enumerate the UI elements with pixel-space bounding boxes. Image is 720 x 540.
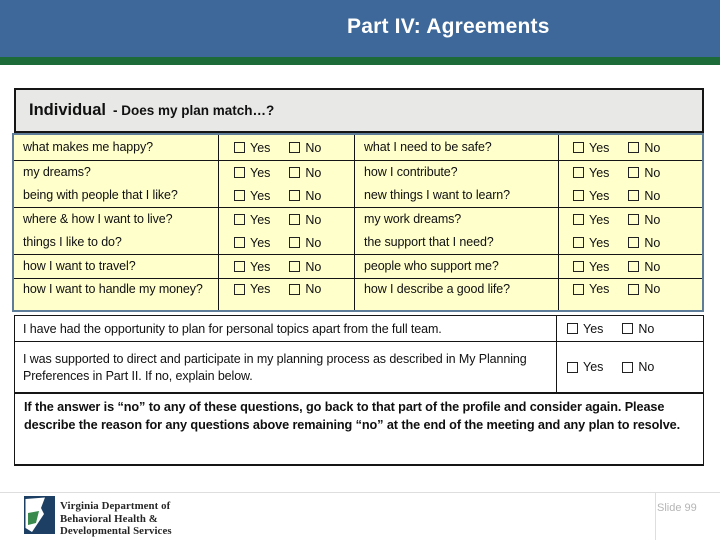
yes-label: Yes [250, 259, 271, 274]
yes-option [234, 236, 270, 250]
yes-label: Yes [250, 235, 271, 250]
no-checkbox[interactable] [628, 284, 639, 295]
no-label: No [644, 212, 661, 227]
yes-label: Yes [589, 235, 610, 250]
section-subtitle: - Does my plan match…? [113, 103, 275, 118]
no-checkbox[interactable] [622, 323, 633, 334]
answer-cell-right [558, 208, 702, 231]
no-option [289, 282, 321, 296]
agreement-row [14, 279, 702, 310]
footer-divider [0, 492, 720, 493]
no-label: No [305, 235, 322, 250]
question-left: how I want to travel? [23, 259, 136, 273]
agreement-row [14, 208, 702, 231]
no-checkbox[interactable] [628, 261, 639, 272]
statement-answer-cell [556, 316, 703, 341]
question-right: how I contribute? [364, 165, 458, 179]
org-name-line: Developmental Services [60, 525, 172, 537]
yes-checkbox[interactable] [573, 190, 584, 201]
no-checkbox[interactable] [628, 190, 639, 201]
no-label: No [305, 140, 322, 155]
question-left: what makes me happy? [23, 140, 154, 154]
no-option [289, 236, 321, 250]
answer-cell-left [218, 279, 354, 310]
no-option [289, 166, 321, 180]
org-name-line: Behavioral Health & [60, 512, 158, 525]
yes-option [573, 213, 609, 227]
yes-checkbox[interactable] [573, 237, 584, 248]
answer-cell-left [218, 135, 354, 160]
slide-title-bar [0, 0, 720, 57]
yes-label: Yes [589, 188, 610, 203]
statement-answer-cell [556, 342, 703, 392]
no-option [622, 360, 654, 374]
no-checkbox[interactable] [628, 142, 639, 153]
question-left: my dreams? [23, 165, 91, 179]
no-checkbox[interactable] [289, 214, 300, 225]
no-option [628, 141, 660, 155]
org-logo [24, 496, 172, 539]
accent-line [0, 57, 720, 65]
yes-label: Yes [250, 282, 271, 296]
answer-cell-right [558, 135, 702, 160]
no-label: No [644, 140, 661, 155]
yes-option [573, 189, 609, 203]
statement-text: I was supported to direct and participate in my planning process as described in My Planning Preferences in Part II. If no, explain below. [23, 351, 527, 383]
yes-option [567, 360, 603, 374]
question-left: things I like to do? [23, 235, 122, 249]
question-right: what I need to be safe? [364, 140, 492, 154]
no-checkbox[interactable] [289, 284, 300, 295]
yes-option [573, 141, 609, 155]
yes-checkbox[interactable] [573, 167, 584, 178]
slide-number-label: Slide 99 [657, 502, 697, 514]
yes-label: Yes [589, 259, 610, 274]
yes-label: Yes [250, 212, 271, 227]
no-label: No [644, 165, 661, 180]
agreement-row [14, 231, 702, 255]
no-checkbox[interactable] [289, 167, 300, 178]
question-left: being with people that I like? [23, 188, 178, 202]
yes-checkbox[interactable] [573, 214, 584, 225]
section-header [14, 88, 704, 133]
no-checkbox[interactable] [628, 214, 639, 225]
yes-checkbox[interactable] [234, 214, 245, 225]
no-option [289, 213, 321, 227]
yes-label: Yes [589, 212, 610, 227]
no-label: No [305, 282, 322, 296]
yes-checkbox[interactable] [567, 323, 578, 334]
no-option [628, 236, 660, 250]
question-right: my work dreams? [364, 212, 462, 226]
yes-option [573, 260, 609, 274]
agreement-row [14, 255, 702, 279]
no-checkbox[interactable] [289, 237, 300, 248]
no-option [628, 166, 660, 180]
yes-checkbox[interactable] [234, 237, 245, 248]
question-left: where & how I want to live? [23, 212, 173, 226]
no-checkbox[interactable] [628, 237, 639, 248]
statements-table [14, 315, 704, 466]
question-right: people who support me? [364, 259, 499, 273]
yes-option [234, 189, 270, 203]
agreement-grid [12, 133, 704, 312]
no-label: No [638, 321, 655, 336]
section-title: Individual [29, 101, 107, 119]
yes-option [234, 141, 270, 155]
slide-title: Part IV: Agreements [347, 15, 550, 38]
org-name-line: Virginia Department of [60, 500, 171, 512]
yes-label: Yes [583, 360, 604, 374]
no-label: No [638, 360, 655, 374]
no-option [622, 322, 654, 336]
answer-cell-right [558, 184, 702, 207]
answer-cell-left [218, 231, 354, 254]
yes-option [234, 282, 270, 296]
yes-checkbox[interactable] [573, 142, 584, 153]
yes-label: Yes [589, 165, 610, 180]
no-checkbox[interactable] [289, 190, 300, 201]
agreement-row [14, 161, 702, 184]
yes-label: Yes [250, 140, 271, 155]
agreement-row [14, 135, 702, 161]
yes-label: Yes [589, 140, 610, 155]
answer-cell-left [218, 161, 354, 184]
statement-row [15, 316, 703, 342]
yes-label: Yes [250, 188, 271, 203]
question-right: the support that I need? [364, 235, 494, 249]
no-option [628, 260, 660, 274]
yes-checkbox[interactable] [234, 142, 245, 153]
agreement-row [14, 184, 702, 208]
virginia-dbhds-logo-icon [24, 496, 55, 539]
footer-vertical-divider [655, 492, 656, 540]
no-option [628, 282, 660, 296]
no-label: No [644, 259, 661, 274]
no-label: No [644, 235, 661, 250]
yes-checkbox[interactable] [567, 362, 578, 373]
yes-label: Yes [583, 321, 604, 336]
statement-rows [15, 316, 703, 394]
yes-option [234, 166, 270, 180]
no-label: No [305, 259, 322, 274]
no-checkbox[interactable] [622, 362, 633, 373]
no-label: No [644, 282, 661, 296]
no-option [628, 189, 660, 203]
no-label: No [305, 188, 322, 203]
no-label: No [305, 212, 322, 227]
yes-option [573, 166, 609, 180]
org-name [60, 500, 172, 538]
yes-option [234, 213, 270, 227]
answer-cell-right [558, 231, 702, 254]
answer-cell-left [218, 184, 354, 207]
question-right: how I describe a good life? [364, 282, 511, 296]
answer-cell-right [558, 255, 702, 278]
yes-checkbox[interactable] [573, 261, 584, 272]
answer-cell-right [558, 161, 702, 184]
yes-checkbox[interactable] [234, 190, 245, 201]
yes-option [573, 282, 609, 296]
answer-cell-right [558, 279, 702, 310]
question-right: new things I want to learn? [364, 188, 511, 202]
no-checkbox[interactable] [289, 261, 300, 272]
no-option [628, 213, 660, 227]
yes-label: Yes [250, 165, 271, 180]
question-left: how I want to handle my money? [23, 282, 203, 296]
yes-option [234, 260, 270, 274]
statement-text: I have had the opportunity to plan for personal topics apart from the full team. [23, 321, 442, 336]
yes-option [573, 236, 609, 250]
statement-row [15, 342, 703, 394]
yes-label: Yes [589, 282, 610, 296]
no-option [289, 189, 321, 203]
no-checkbox[interactable] [628, 167, 639, 178]
no-label: No [644, 188, 661, 203]
no-checkbox[interactable] [289, 142, 300, 153]
yes-checkbox[interactable] [234, 261, 245, 272]
answer-cell-left [218, 208, 354, 231]
yes-option [567, 322, 603, 336]
yes-checkbox[interactable] [234, 284, 245, 295]
no-option [289, 141, 321, 155]
yes-checkbox[interactable] [573, 284, 584, 295]
yes-checkbox[interactable] [234, 167, 245, 178]
answer-cell-left [218, 255, 354, 278]
note-paragraph: If the answer is “no” to any of these questions, go back to that part of the profile and consider again. Please describe the reason for any questions above remaining “no” at the end of the meeting and any plan to resolve. [24, 400, 681, 432]
no-option [289, 260, 321, 274]
no-label: No [305, 165, 322, 180]
